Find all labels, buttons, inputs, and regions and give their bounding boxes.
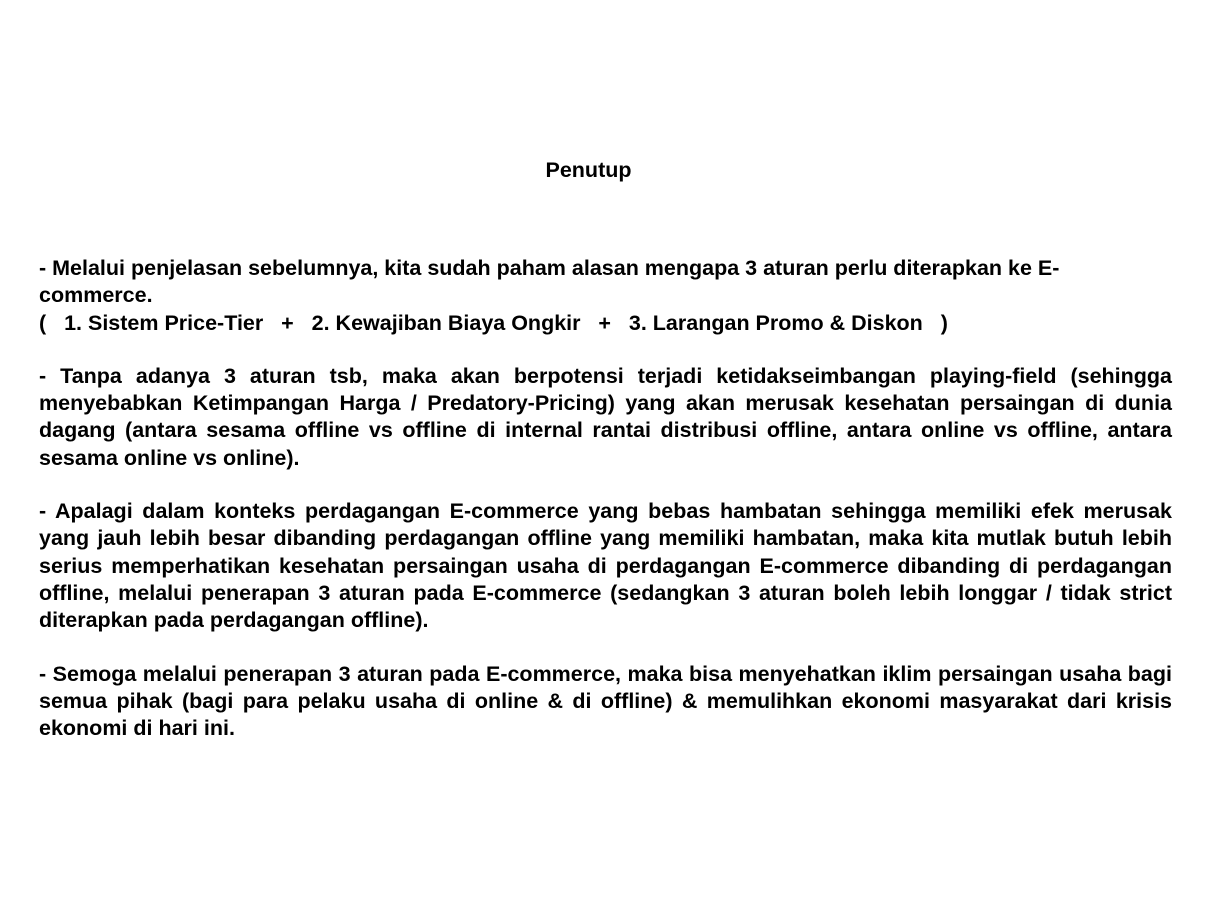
rules-list-line: ( 1. Sistem Price-Tier + 2. Kewajiban Biaya Ongkir + 3. Larangan Promo & Diskon )	[39, 310, 948, 335]
document-page	[39, 0, 1172, 910]
paragraph-intro-text: - Melalui penjelasan sebelumnya, kita sudah paham alasan mengapa 3 aturan perlu diterapkan ke E-commerce.	[39, 256, 1060, 308]
paragraph-intro	[39, 255, 1172, 337]
paragraph-playing-field: - Tanpa adanya 3 aturan tsb, maka akan berpotensi terjadi ketidakseimbangan playing-field (sehingga menyebabkan Ketimpangan Harga / Predatory-Pricing) yang akan merusak kesehatan persaingan di dunia dagang (antara sesama offline vs offline di internal rantai distribusi offline, antara online vs offline, antara sesama online vs online).	[39, 363, 1172, 470]
paragraph-ecommerce-context: - Apalagi dalam konteks perdagangan E-commerce yang bebas hambatan sehingga memiliki efek merusak yang jauh lebih besar dibanding perdagangan offline yang memiliki hambatan, maka kita mutlak butuh lebih serius memperhatikan kesehatan persaingan usaha di perdagangan E-commerce dibanding di perdagangan offline, melalui penerapan 3 aturan pada E-commerce (sedangkan 3 aturan boleh lebih longgar / tidak strict diterapkan pada perdagangan offline).	[39, 499, 1172, 633]
page-title: Penutup	[545, 158, 632, 182]
document-body	[39, 255, 1172, 768]
paragraph-closing-hope: - Semoga melalui penerapan 3 aturan pada E-commerce, maka bisa menyehatkan iklim persaingan usaha bagi semua pihak (bagi para pelaku usaha di online & di offline) & memulihkan ekonomi masyarakat dari krisis ekonomi di hari ini.	[39, 661, 1172, 741]
